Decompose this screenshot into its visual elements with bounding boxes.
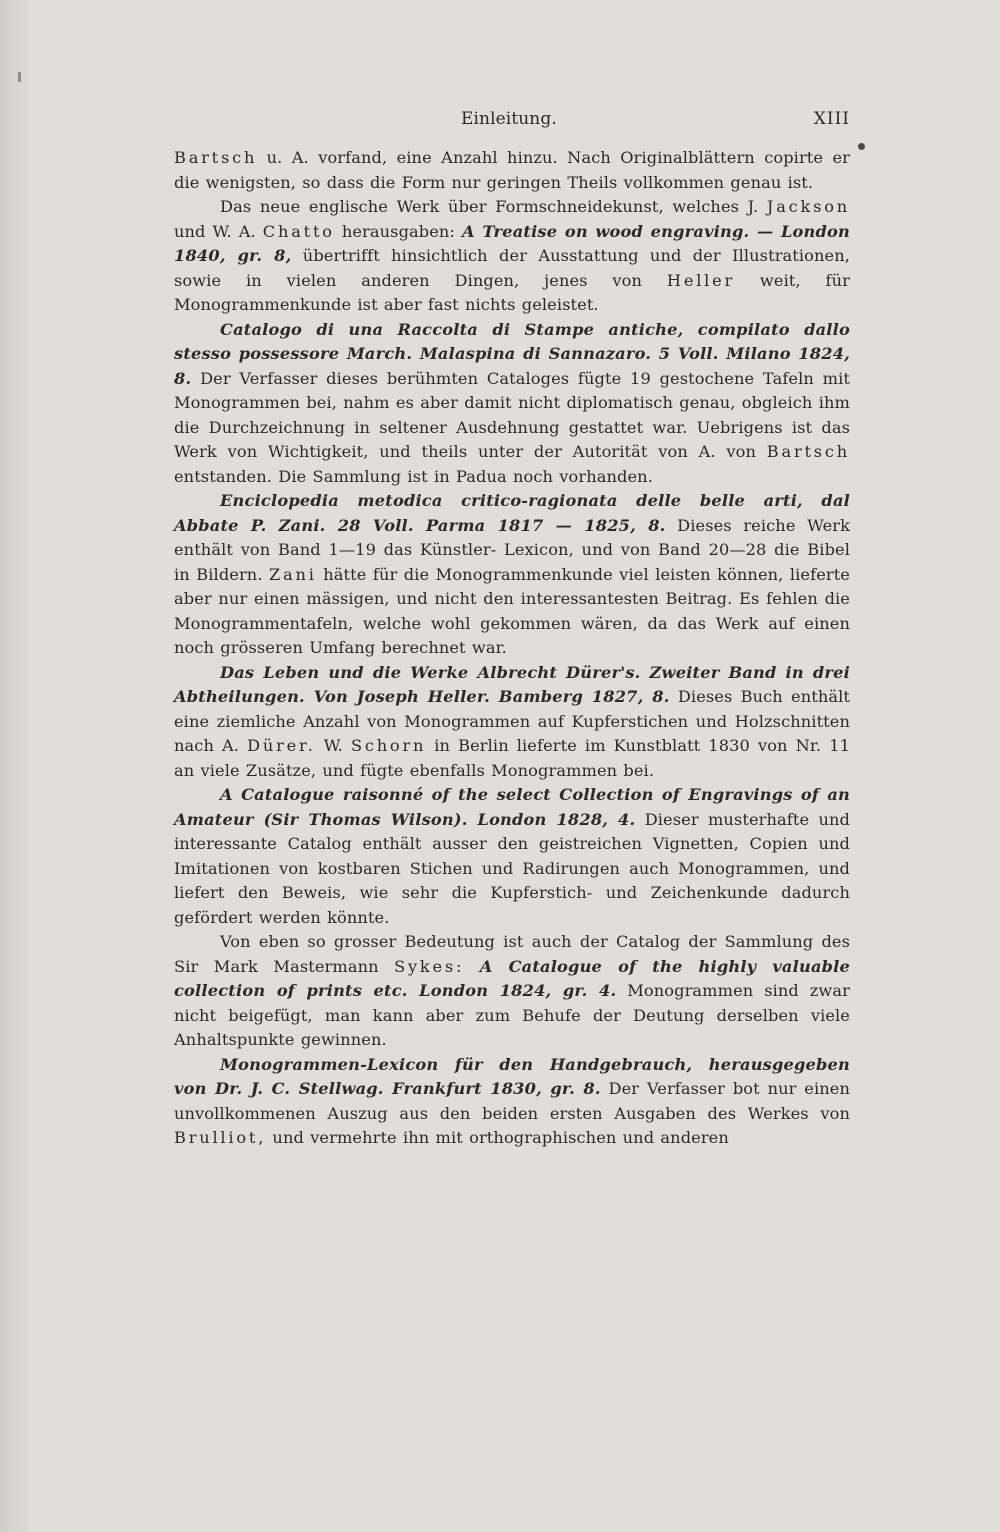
paragraph-text: entstanden. Die Sammlung ist in Padua noch vorhanden. — [174, 466, 653, 486]
paragraph-text: Von eben so grosser Bedeutung ist auch der Catalog der Sammlung des Sir Mark Mastermann — [174, 932, 850, 976]
paragraph — [174, 1053, 850, 1151]
paragraph-text: Dieses Buch enthält eine ziemliche Anzahl von Monogrammen auf Kupferstichen und Holzschnitten nach A. — [174, 687, 850, 755]
paragraph — [174, 930, 850, 1053]
paragraph-text: hätte für die Monogrammenkunde viel leisten können, lieferte aber nur einen mässigen, und nicht den interessantesten Beitrag. Es fehlen die Monogrammentafeln, welche wohl gekommen wären, da das Werk auf einen noch grösseren Umfang berechnet war. — [174, 564, 850, 657]
page-number: XIII — [813, 109, 850, 129]
spaced-name: Heller — [666, 270, 736, 290]
paragraph-text: Der Verfasser dieses berühmten Cataloges fügte 19 gestochene Tafeln mit Monogrammen bei, nahm es aber damit nicht diplomatisch genau, obgleich ihm die Durchzeichnung in seltener Ausdehnung gestattet war. Uebrigens ist das Werk von Wichtigkeit, und theils unter der Autorität von A. von — [174, 368, 850, 461]
paragraph-text: weit, für Monogrammenkunde ist aber fast nichts geleistet. — [174, 270, 850, 314]
spaced-name: Jackson — [766, 197, 850, 216]
paragraph — [174, 661, 850, 784]
spaced-name: Dürer. — [247, 736, 316, 755]
spaced-name: Schorn — [350, 736, 427, 755]
paragraph-text: herausgaben: — [334, 221, 463, 241]
spaced-name: Brulliot, — [174, 1128, 267, 1147]
citation-title: Das Leben und die Werke Albrecht Dürer's. Zweiter Band in drei Abtheilungen. Von Joseph Heller. Bamberg 1827, 8. — [174, 662, 850, 706]
spaced-name: Zani — [269, 564, 317, 584]
spaced-name: Chatto — [262, 221, 335, 241]
ink-speck — [858, 143, 865, 150]
paragraph-text: Der Verfasser bot nur einen unvollkommenen Auszug aus den beiden ersten Ausgaben des Werkes von — [174, 1079, 850, 1123]
paragraph — [174, 489, 850, 661]
spaced-name: Bartsch — [174, 148, 258, 167]
page-edge — [0, 0, 28, 1532]
paragraph-text: Dieser musterhafte und interessante Catalog enthält ausser den geistreichen Vignetten, Copien und Imitationen von kostbaren Stichen und Radirungen auch Monogrammen, und liefert den Beweis, wie sehr die Kupferstich- und Zeichenkunde dadurch gefördert werden könnte. — [174, 809, 850, 927]
citation-title: A Catalogue raisonné of the select Collection of Engravings of an Amateur (Sir Thomas Wilson). London 1828, 4. — [174, 785, 850, 829]
citation-title: Monogrammen-Lexicon für den Handgebrauch, herausgegeben von Dr. J. C. Stellwag. Frankfurt 1830, gr. 8. — [174, 1054, 850, 1098]
spaced-name: Bartsch — [766, 442, 850, 461]
body-text — [174, 146, 850, 1151]
paragraph-text: und vermehrte ihn mit orthographischen und anderen — [266, 1128, 729, 1147]
paragraph-text: übertrifft hinsichtlich der Ausstattung und der Illustrationen, sowie in vielen anderen Dingen, jenes von — [174, 246, 850, 290]
spaced-name: Sykes: — [394, 956, 465, 976]
text-block — [174, 100, 850, 1151]
running-head — [174, 100, 850, 146]
paragraph-text: u. A. vorfand, eine Anzahl hinzu. Nach Originalblättern copirte er die wenigsten, so dass die Form nur geringen Theils vollkommen genau ist. — [174, 148, 850, 192]
edge-mark — [18, 72, 21, 82]
paragraph — [174, 783, 850, 930]
paragraph-text: in Berlin lieferte im Kunstblatt 1830 von Nr. 11 an viele Zusätze, und fügte ebenfalls Monogrammen bei. — [174, 736, 850, 780]
paragraph-text: Monogrammen sind zwar nicht beigefügt, man kann aber zum Behufe der Deutung derselben viele Anhaltspunkte gewinnen. — [174, 981, 850, 1049]
citation-title: A Catalogue of the highly valuable collection of prints etc. London 1824, gr. 4. — [174, 956, 850, 1000]
paragraph-text: Dieses reiche Werk enthält von Band 1—19 das Künstler- Lexicon, und von Band 20—28 die Bibel in Bildern. — [174, 515, 850, 584]
citation-title: Catalogo di una Raccolta di Stampe antiche, compilato dallo stesso possessore March. Malaspina di Sannazaro. 5 Voll. Milano 1824, 8. — [174, 319, 850, 388]
paragraph-text: und W. A. — [174, 221, 263, 241]
paragraph-text — [464, 957, 479, 976]
citation-title: A Treatise on wood engraving. — London 1840, gr. 8, — [174, 221, 851, 265]
paragraph — [174, 146, 850, 195]
paragraph — [174, 195, 850, 318]
citation-title: Enciclopedia metodica critico-ragionata delle belle arti, dal Abbate P. Zani. 28 Voll. Parma 1817 — 1825, 8. — [174, 491, 850, 535]
paragraph-text: W. — [315, 736, 351, 755]
paragraph — [174, 318, 850, 490]
running-title: Einleitung. — [461, 109, 557, 129]
paragraph-text: Das neue englische Werk über Formschneidekunst, welches J. — [220, 197, 767, 216]
